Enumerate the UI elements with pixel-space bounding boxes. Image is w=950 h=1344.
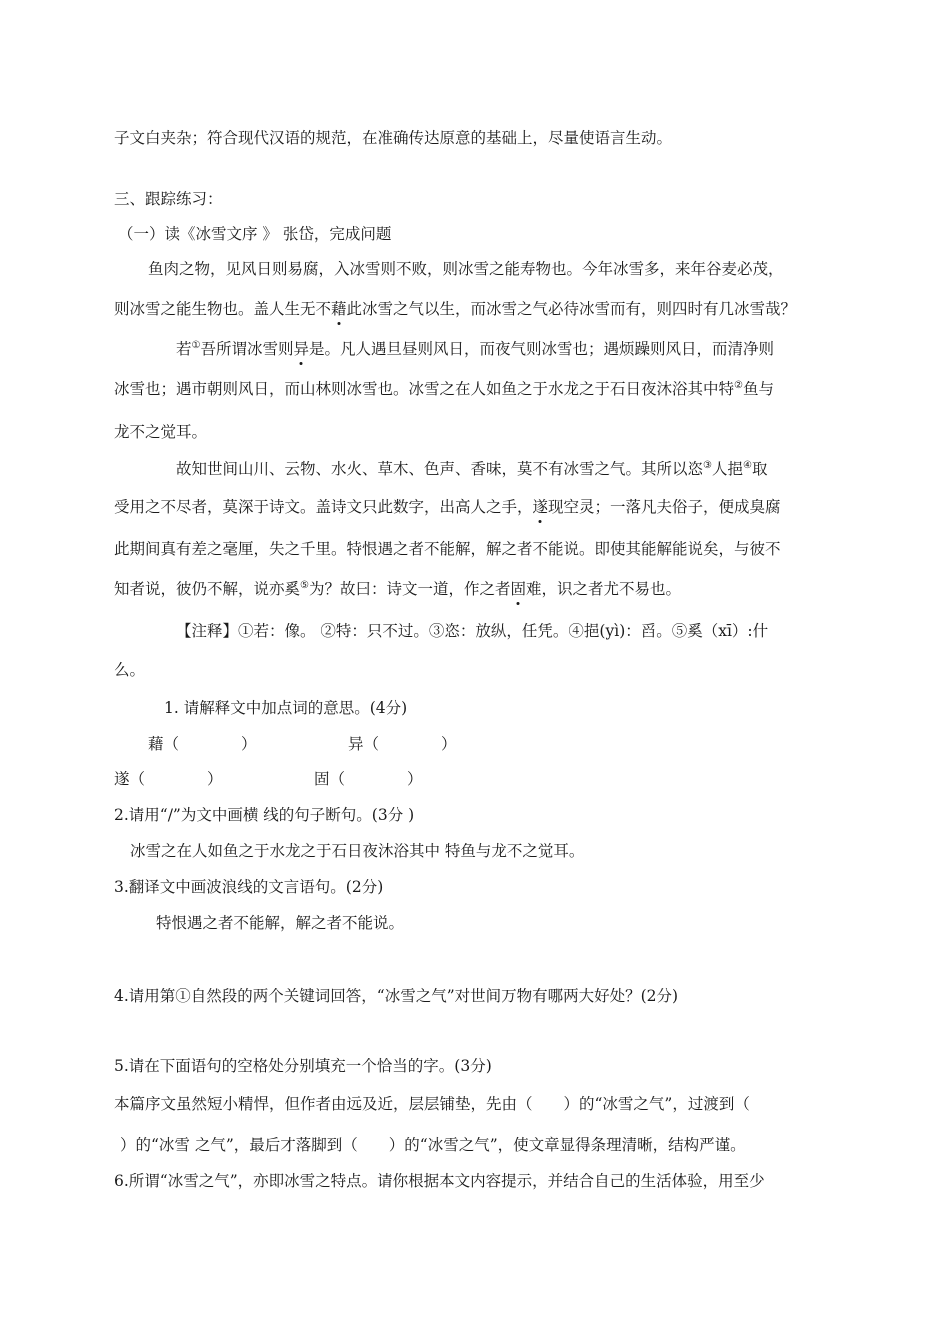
dotted-word: 固 [510, 580, 527, 598]
text-segment: 人挹 [711, 460, 743, 478]
paragraph-line [114, 578, 681, 600]
footnote-marker: ③ [703, 459, 712, 471]
paragraph-line: 鱼肉之物，见风日则易腐，入冰雪则不败，则冰雪之能寿物也。今年冰雪多，来年谷麦必茂， [148, 260, 784, 278]
dotted-word: 遂 [532, 498, 549, 516]
question-3-sentence: 特恨遇之者不能解，解之者不能说。 [156, 914, 405, 932]
subsection-heading: （一）读《冰雪文序 》 张岱，完成问题 [118, 225, 392, 243]
text-segment: 故知世间山川、云物、水火、草木、色声、香味，莫不有冰雪之气。其所以恣 [176, 460, 704, 478]
paragraph-line [176, 458, 767, 480]
question-2-sentence: 冰雪之在人如鱼之于水龙之于石日夜沐浴其中 特鱼与龙不之觉耳。 [130, 842, 585, 860]
annotation-notes: 【注释】①若：像。 ②特：只不过。③恣：放纵，任凭。④挹(yì)：舀。⑤奚（xī）:什 [176, 622, 769, 640]
text-segment: 受用之不尽者，莫深于诗文。盖诗文只此数字，出高人之手， [114, 498, 533, 516]
answer-blank: 固（ ） [314, 770, 423, 788]
text-segment: 若 [176, 340, 192, 358]
text-segment: 取 [751, 460, 768, 478]
answer-blank: 藉（ ） [148, 735, 257, 753]
answer-blank: 异（ ） [348, 735, 457, 753]
question-5: 5.请在下面语句的空格处分别填充一个恰当的字。(3分) [114, 1057, 492, 1075]
footnote-marker: ② [734, 379, 743, 391]
text-segment: 吾所谓冰雪则 [200, 340, 294, 358]
paragraph-line [176, 338, 774, 360]
text-segment: 难，识之者尤不易也。 [526, 580, 682, 598]
question-5-text: 本篇序文虽然短小精悍，但作者由远及近，层层铺垫，先由（ ）的“冰雪之气”，过渡到（ [114, 1095, 750, 1113]
question-4: 4.请用第①自然段的两个关键词回答，“冰雪之气”对世间万物有哪两大好处？(2分) [114, 987, 679, 1005]
section-heading: 三、跟踪练习： [114, 190, 223, 208]
question-1: 1. 请解释文中加点词的意思。(4分) [164, 699, 408, 717]
footnote-marker: ① [191, 339, 201, 351]
paragraph-line: 此期间真有差之毫厘，失之千里。特恨遇之者不能解，解之者不能说。即使其能解能说矣，与彼不 [114, 540, 781, 558]
answer-blank: 遂（ ） [114, 770, 223, 788]
question-6: 6.所谓“冰雪之气”，亦即冰雪之特点。请你根据本文内容提示，并结合自己的生活体验，用至少 [114, 1172, 765, 1190]
paragraph-line [114, 378, 774, 400]
text-segment: 为？故曰：诗文一道，作之者 [308, 580, 511, 598]
text-line: 子文白夹杂；符合现代汉语的规范，在准确传达原意的基础上，尽量使语言生动。 [114, 129, 673, 147]
footnote-marker: ④ [743, 459, 752, 471]
footnote-marker: ⑤ [300, 579, 309, 591]
dotted-word: 异 [293, 340, 310, 358]
question-2: 2.请用“/”为文中画横 线的句子断句。(3分 ) [114, 806, 415, 824]
text-segment: 是。凡人遇旦昼则风日，而夜气则冰雪也；遇烦躁则风日，而清净则 [309, 340, 775, 358]
dotted-word: 藉 [331, 300, 347, 318]
text-segment: 则冰雪之能生物也。盖人生无不 [114, 300, 332, 318]
text-segment: 此冰雪之气以生，而冰雪之气必待冰雪而有，则四时有几冰雪哉？ [346, 300, 797, 318]
text-segment: 现空灵；一落凡夫俗子，便成臭腐 [548, 498, 781, 516]
text-segment: 冰雪也；遇市朝则风日，而山林则冰雪也。冰雪之在人如鱼之于水龙之于石日夜沐浴其中特 [114, 380, 735, 398]
text-segment: 知者说，彼仍不解，说亦奚 [114, 580, 301, 598]
paragraph-line [114, 496, 781, 518]
text-segment: 鱼与 [742, 380, 774, 398]
question-5-text: ）的“冰雪 之气”，最后才落脚到（ ）的“冰雪之气”，使文章显得条理清晰，结构严谨。 [120, 1136, 746, 1154]
paragraph-line: 龙不之觉耳。 [114, 423, 208, 441]
question-3: 3.翻译文中画波浪线的文言语句。(2分) [114, 878, 384, 896]
annotation-notes: 么。 [114, 661, 146, 679]
paragraph-line [114, 298, 796, 320]
